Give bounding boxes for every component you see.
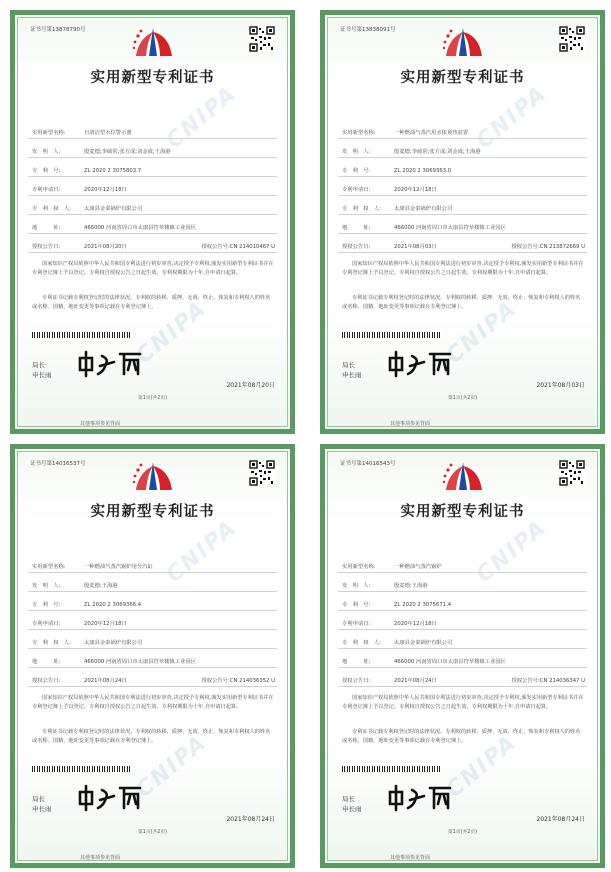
inventors: 殷麦德;李硕常;张方成;刘金成;王海港	[394, 149, 481, 155]
barcode	[342, 766, 442, 772]
field-label: 专 利 权 人:	[32, 640, 71, 646]
field-label: 地 址:	[32, 225, 61, 231]
field-label: 发 明 人:	[342, 583, 371, 589]
director-name: 申长雨	[32, 805, 52, 813]
divider	[28, 591, 277, 592]
utility-model-name-row	[342, 128, 585, 136]
divider	[338, 591, 587, 592]
grant-date-row	[342, 242, 585, 250]
divider	[338, 252, 587, 253]
grant-date-row	[342, 676, 585, 684]
watermark: CNIPA	[131, 729, 213, 804]
barcode	[32, 332, 132, 338]
divider	[338, 572, 587, 573]
field-label: 专 利 号:	[32, 602, 61, 608]
field-label: 地 址:	[32, 659, 61, 665]
inventors-row	[32, 581, 275, 589]
divider	[28, 233, 277, 234]
director-title: 局长	[32, 795, 45, 803]
field-label: 授权公告日:	[32, 244, 61, 250]
grant-date-row	[32, 676, 275, 684]
filing-date-row	[32, 185, 275, 193]
utility-model-name-row	[32, 128, 275, 136]
patentee: 太康县金泰锅炉有限公司	[394, 640, 453, 646]
field-label: 专利申请日:	[32, 187, 61, 193]
certificate-number: 证书号第14016537号	[30, 461, 86, 467]
address: 466000 河南省周口市太康县符草楼镇工业园区	[84, 659, 196, 665]
watermark: CNIPA	[441, 729, 523, 804]
inventors-row	[342, 147, 585, 155]
field-label: 发 明 人:	[342, 149, 371, 155]
grant-publication-number: 授权公告号:CN 214036352 U	[201, 678, 275, 684]
footer-note: 其他事项参见背面	[390, 421, 431, 427]
barcode	[342, 332, 442, 338]
address-row	[32, 223, 275, 231]
field-label: 发 明 人:	[32, 149, 61, 155]
divider	[28, 176, 277, 177]
divider	[28, 252, 277, 253]
certificate-title: 实用新型专利证书	[400, 504, 525, 520]
utility-model-name-row	[342, 562, 585, 570]
director-name: 申长雨	[342, 371, 362, 379]
watermark: CNIPA	[441, 295, 523, 370]
divider	[338, 157, 587, 158]
certificate-paragraph-2: 专利证书记载专利权登记时的法律状况。专利权的转移、质押、无效、终止、恢复和专利权人的姓名或名称、国籍、地址变更等事项记载在专利登记簿上。	[342, 729, 581, 744]
patentee: 太康县金泰锅炉有限公司	[84, 206, 143, 212]
patentee: 太康县金泰锅炉有限公司	[394, 206, 453, 212]
patent-number: ZL 2020 2 3075803.7	[84, 168, 142, 174]
divider	[28, 686, 277, 687]
grant-publication-number: 授权公告号:CN 214036347 U	[511, 678, 585, 684]
utility-model-name: 自清洁型水位警示器	[84, 130, 132, 136]
field-label: 专利申请日:	[342, 187, 371, 193]
divider	[28, 214, 277, 215]
patent-certificate	[10, 10, 295, 434]
utility-model-name: 一种燃油气蒸汽用水体预热装置	[394, 130, 469, 136]
inventors: 殷麦德;李硕常;张方成;刘金成;王海港	[84, 149, 171, 155]
director-signature-icon	[386, 350, 456, 378]
watermark: CNIPA	[161, 514, 243, 589]
director-signature-icon	[76, 784, 146, 812]
field-label: 实用新型名称:	[342, 130, 376, 136]
certificate-paragraph-1: 国家知识产权局依照中华人民共和国专利法进行初步审查,决定授予专利权,颁发实用新型专利证书并在专利登记簿上予以登记。专利权自授权公告之日起生效。专利权期限为十年,自申请日起算。	[342, 261, 584, 276]
inventors-row	[32, 147, 275, 155]
patent-number-row	[342, 600, 585, 608]
divider	[338, 667, 587, 668]
grant-date: 2021年08月20日	[84, 244, 127, 250]
certificate-paragraph-2: 专利证书记载专利权登记时的法律状况。专利权的转移、质押、无效、终止、恢复和专利权人的姓名或名称、国籍、地址变更等事项记载在专利登记簿上。	[32, 729, 271, 744]
address-row	[32, 657, 275, 665]
filing-date: 2020年12月18日	[84, 187, 127, 193]
field-label: 授权公告日:	[342, 678, 371, 684]
filing-date: 2020年12月18日	[394, 187, 437, 193]
certificate-paragraph-2: 专利证书记载专利权登记时的法律状况。专利权的转移、质押、无效、终止、恢复和专利权人的姓名或名称、国籍、地址变更等事项记载在专利登记簿上。	[342, 295, 581, 310]
watermark: CNIPA	[471, 514, 553, 589]
field-label: 实用新型名称:	[32, 130, 66, 136]
filing-date-row	[32, 619, 275, 627]
field-label: 专 利 号:	[32, 168, 61, 174]
field-label: 专利申请日:	[32, 621, 61, 627]
field-label: 授权公告日:	[32, 678, 61, 684]
patentee-row	[342, 204, 585, 212]
issue-date: 2021年08月20日	[226, 382, 275, 389]
divider	[28, 610, 277, 611]
certificate-paragraph-1: 国家知识产权局依照中华人民共和国专利法进行初步审查,决定授予专利权,颁发实用新型专利证书并在专利登记簿上予以登记。专利权自授权公告之日起生效。专利权期限为十年,自申请日起算。	[32, 261, 274, 276]
certificate-number: 证书号第13838091号	[340, 27, 396, 33]
field-label: 专 利 权 人:	[32, 206, 71, 212]
patent-number-row	[32, 600, 275, 608]
qr-code-icon	[559, 26, 585, 52]
field-label: 专 利 号:	[342, 168, 371, 174]
field-label: 专利申请日:	[342, 621, 371, 627]
grant-date: 2021年08月03日	[394, 244, 437, 250]
divider	[28, 648, 277, 649]
director-title: 局长	[342, 361, 355, 369]
address: 466000 河南省周口市太康县符草楼镇工业园区	[84, 225, 196, 231]
field-label: 地 址:	[342, 225, 371, 231]
patent-number: ZL 2020 2 3069366.4	[84, 602, 142, 608]
certificate-title: 实用新型专利证书	[90, 70, 215, 86]
patent-number-row	[32, 166, 275, 174]
grant-date: 2021年08月24日	[394, 678, 437, 684]
field-label: 专 利 权 人:	[342, 206, 381, 212]
patent-number: ZL 2020 2 3069363.0	[394, 168, 452, 174]
divider	[338, 138, 587, 139]
patent-certificate	[10, 444, 295, 868]
grant-publication-number: 授权公告号:CN 213872669 U	[511, 244, 585, 250]
divider	[338, 195, 587, 196]
patentee-row	[342, 638, 585, 646]
utility-model-name-row	[32, 562, 275, 570]
patentee-row	[32, 638, 275, 646]
divider	[338, 233, 587, 234]
divider	[28, 629, 277, 630]
divider	[28, 572, 277, 573]
field-label: 授权公告日:	[342, 244, 371, 250]
cnipa-emblem-icon	[130, 26, 176, 60]
field-label: 发 明 人:	[32, 583, 61, 589]
divider	[28, 195, 277, 196]
cnipa-emblem-icon	[440, 460, 486, 494]
field-label: 实用新型名称:	[32, 564, 66, 570]
footer-note: 其他事项参见背面	[80, 855, 121, 861]
patentee-row	[32, 204, 275, 212]
certificate-paragraph-1: 国家知识产权局依照中华人民共和国专利法进行初步审查,决定授予专利权,颁发实用新型专利证书并在专利登记簿上予以登记。专利权自授权公告之日起生效。专利权期限为十年,自申请日起算。	[32, 695, 274, 710]
patentee: 太康县金泰锅炉有限公司	[84, 640, 143, 646]
director-signature-icon	[76, 350, 146, 378]
footer-note: 其他事项参见背面	[80, 421, 121, 427]
inventors: 殷麦德;王海港	[84, 583, 118, 589]
utility-model-name: 一种燃油气蒸汽锅炉	[394, 564, 442, 570]
field-label: 地 址:	[342, 659, 371, 665]
certificate-title: 实用新型专利证书	[400, 70, 525, 86]
footer-note: 其他事项参见背面	[390, 855, 431, 861]
divider	[338, 610, 587, 611]
filing-date-row	[342, 619, 585, 627]
certificate-number: 证书号第13878790号	[30, 27, 86, 33]
filing-date-row	[342, 185, 585, 193]
certificate-number: 证书号第14016543号	[340, 461, 396, 467]
address-row	[342, 223, 585, 231]
patent-number: ZL 2020 2 3075671.4	[394, 602, 452, 608]
issue-date: 2021年08月24日	[536, 816, 585, 823]
watermark: CNIPA	[131, 295, 213, 370]
address: 466000 河南省周口市太康县符草楼镇工业园区	[394, 225, 506, 231]
divider	[338, 629, 587, 630]
certificate-paragraph-1: 国家知识产权局依照中华人民共和国专利法进行初步审查,决定授予专利权,颁发实用新型专利证书并在专利登记簿上予以登记。专利权自授权公告之日起生效。专利权期限为十年,自申请日起算。	[342, 695, 584, 710]
page-number: 第1页(共2页)	[447, 830, 478, 835]
filing-date: 2020年12月18日	[394, 621, 437, 627]
watermark: CNIPA	[471, 80, 553, 155]
grant-date: 2021年08月24日	[84, 678, 127, 684]
utility-model-name: 一种燃油气蒸汽锅炉用分汽缸	[84, 564, 153, 570]
patent-number-row	[342, 166, 585, 174]
field-label: 实用新型名称:	[342, 564, 376, 570]
divider	[28, 157, 277, 158]
inventors: 殷麦德;王海港	[394, 583, 428, 589]
divider	[338, 648, 587, 649]
director-name: 申长雨	[342, 805, 362, 813]
divider	[28, 138, 277, 139]
director-signature-icon	[386, 784, 456, 812]
field-label: 专 利 权 人:	[342, 640, 381, 646]
grant-date-row	[32, 242, 275, 250]
address: 466000 河南省周口市太康县符草楼镇工业园区	[394, 659, 506, 665]
issue-date: 2021年08月24日	[226, 816, 275, 823]
certificate-title: 实用新型专利证书	[90, 504, 215, 520]
qr-code-icon	[249, 26, 275, 52]
patent-certificate	[320, 444, 605, 868]
director-title: 局长	[32, 361, 45, 369]
inventors-row	[342, 581, 585, 589]
filing-date: 2020年12月18日	[84, 621, 127, 627]
director-name: 申长雨	[32, 371, 52, 379]
page-number: 第1页(共2页)	[137, 396, 168, 401]
watermark: CNIPA	[161, 80, 243, 155]
qr-code-icon	[559, 460, 585, 486]
page-number: 第1页(共2页)	[447, 396, 478, 401]
divider	[338, 176, 587, 177]
page-number: 第1页(共2页)	[137, 830, 168, 835]
divider	[338, 214, 587, 215]
director-title: 局长	[342, 795, 355, 803]
divider	[338, 686, 587, 687]
qr-code-icon	[249, 460, 275, 486]
patent-certificate	[320, 10, 605, 434]
barcode	[32, 766, 132, 772]
grant-publication-number: 授权公告号:CN 214010467 U	[201, 244, 275, 250]
address-row	[342, 657, 585, 665]
field-label: 专 利 号:	[342, 602, 371, 608]
divider	[28, 667, 277, 668]
issue-date: 2021年08月03日	[536, 382, 585, 389]
certificate-paragraph-2: 专利证书记载专利权登记时的法律状况。专利权的转移、质押、无效、终止、恢复和专利权人的姓名或名称、国籍、地址变更等事项记载在专利登记簿上。	[32, 295, 271, 310]
cnipa-emblem-icon	[440, 26, 486, 60]
cnipa-emblem-icon	[130, 460, 176, 494]
